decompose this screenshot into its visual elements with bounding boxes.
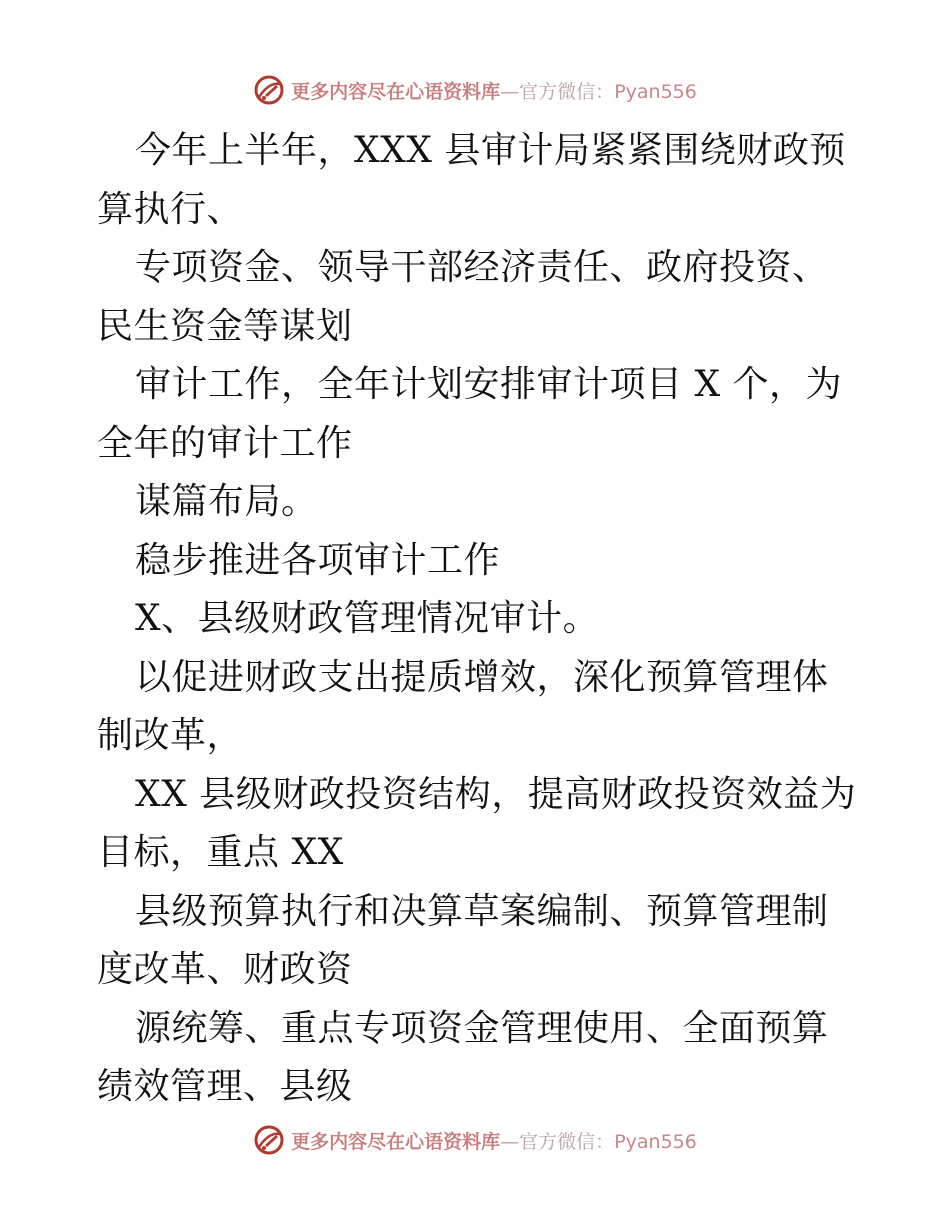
watermark-text bbox=[291, 1127, 697, 1154]
watermark-brand: 更多内容尽在心语资料库 bbox=[291, 80, 501, 103]
paragraph-2: 专项资金、领导干部经济责任、政府投资、民生资金等谋划 bbox=[97, 247, 829, 347]
paragraph-8: XX 县级财政投资结构，提高财政投资效益为目标，重点 XX bbox=[97, 773, 857, 873]
pen-logo-icon bbox=[253, 1124, 285, 1156]
watermark-text bbox=[291, 77, 697, 104]
document-body bbox=[97, 122, 857, 1117]
watermark-brand: 更多内容尽在心语资料库 bbox=[291, 1130, 501, 1153]
watermark-account: Pyan556 bbox=[614, 1130, 697, 1153]
paragraph-5: 稳步推进各项审计工作 bbox=[135, 539, 501, 581]
watermark-header bbox=[0, 70, 950, 110]
watermark-dash: — bbox=[500, 80, 520, 103]
paragraph-9: 县级预算执行和决算草案编制、预算管理制度改革、财政资 bbox=[97, 890, 829, 990]
watermark-wechat-label: 官方微信： bbox=[519, 80, 615, 103]
watermark-dash: — bbox=[500, 1130, 520, 1153]
paragraph-4: 谋篇布局。 bbox=[135, 481, 318, 522]
paragraph-7: 以促进财政支出提质增效，深化预算管理体制改革， bbox=[97, 656, 829, 756]
watermark-account: Pyan556 bbox=[614, 80, 697, 103]
paragraph-10: 源统筹、重点专项资金管理使用、全面预算绩效管理、县级 bbox=[97, 1007, 829, 1107]
paragraph-3: 审计工作，全年计划安排审计项目 X 个，为全年的审计工作 bbox=[97, 364, 843, 464]
pen-logo-icon bbox=[253, 74, 285, 106]
paragraph-1: 今年上半年，XXX 县审计局紧紧围绕财政预算执行、 bbox=[97, 130, 846, 230]
watermark-wechat-label: 官方微信： bbox=[519, 1130, 615, 1153]
watermark-footer bbox=[0, 1120, 950, 1160]
paragraph-6: X、县级财政管理情况审计。 bbox=[135, 598, 600, 639]
